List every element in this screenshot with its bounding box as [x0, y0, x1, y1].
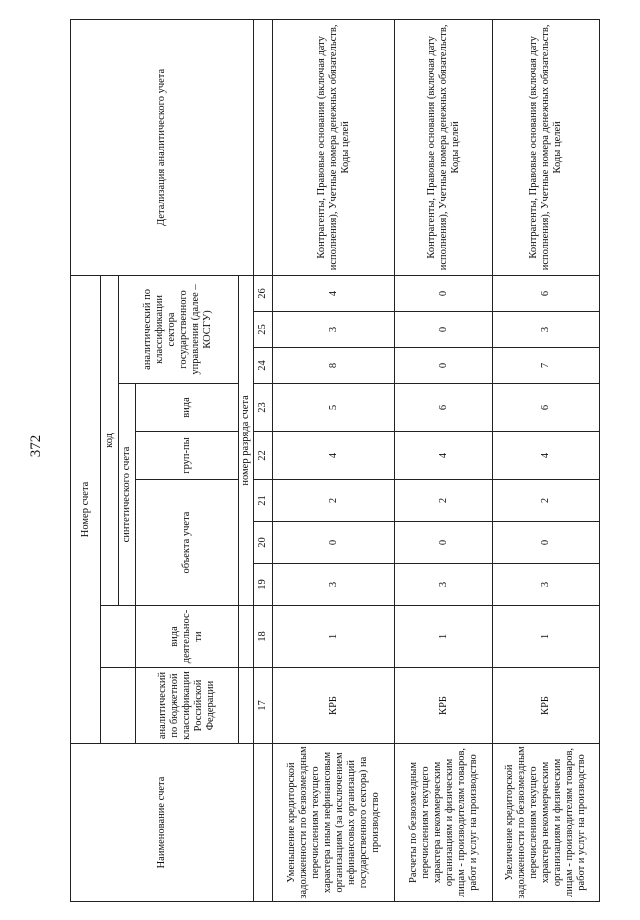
column-number: 19 — [253, 564, 273, 606]
name-header: Наименование счета — [71, 744, 254, 902]
code-cell: 4 — [273, 432, 395, 480]
code-cell: 0 — [395, 522, 493, 564]
spacer-cell — [253, 744, 273, 902]
code-cell: 0 — [493, 522, 600, 564]
code-cell: 0 — [395, 275, 493, 311]
column-number: 17 — [253, 668, 273, 744]
column-number: 18 — [253, 606, 273, 668]
code-cell: 3 — [493, 312, 600, 348]
code-cell: 5 — [273, 384, 395, 432]
code-cell: 0 — [395, 348, 493, 384]
spacer-cell — [101, 606, 136, 668]
spacer-cell — [101, 668, 136, 744]
group-header: груп-пы — [136, 432, 238, 480]
detail-cell: Контрагенты, Правовые основания (включая дату исполнения), Учетные номера денежных обязательств, Коды целей — [273, 19, 395, 275]
table-row — [395, 19, 493, 901]
column-number: 24 — [253, 348, 273, 384]
accounts-table — [70, 19, 600, 902]
column-number: 25 — [253, 312, 273, 348]
code-cell: КРБ — [493, 668, 600, 744]
code-cell: 2 — [493, 480, 600, 522]
code-cell: 4 — [493, 432, 600, 480]
page-number: 372 — [28, 434, 44, 458]
rotated-page — [70, 20, 600, 902]
code-cell: 7 — [493, 348, 600, 384]
account-number-header: Номер счета — [71, 275, 101, 743]
column-number: 23 — [253, 384, 273, 432]
code-cell: 3 — [273, 312, 395, 348]
code-cell: 2 — [395, 480, 493, 522]
code-cell: 0 — [395, 312, 493, 348]
column-number: 21 — [253, 480, 273, 522]
column-number: 20 — [253, 522, 273, 564]
account-name: Увеличение кредиторской задолженности по безвозмездным перечислениям текущего характера некоммерческим организациям и физическим лицам - производителям товаров, работ и услуг на производство — [493, 744, 600, 902]
activity-type-header: вида деятельнос-ти — [136, 606, 238, 668]
code-header: код — [101, 275, 118, 605]
code-cell: 0 — [273, 522, 395, 564]
budget-analytic-header: аналитический по бюджетной классификации Российской Федерации — [136, 668, 238, 744]
code-cell: 8 — [273, 348, 395, 384]
detail-cell: Контрагенты, Правовые основания (включая дату исполнения), Учетные номера денежных обязательств, Коды целей — [493, 19, 600, 275]
account-name: Уменьшение кредиторской задолженности по безвозмездным перечислениям текущего характера иным нефинансовым организациям (за исключением нефинансовых организаций государственного сектора) на производство — [273, 744, 395, 902]
column-number: 22 — [253, 432, 273, 480]
code-cell: КРБ — [395, 668, 493, 744]
spacer-cell — [253, 19, 273, 275]
code-cell: 4 — [273, 275, 395, 311]
code-cell: 6 — [493, 384, 600, 432]
code-cell: 2 — [273, 480, 395, 522]
digit-number-header: номер разряда счета — [238, 275, 253, 605]
code-cell: КРБ — [273, 668, 395, 744]
detail-header: Детализация аналитического учета — [71, 19, 254, 275]
kind-header: вида — [136, 384, 238, 432]
table-row — [273, 19, 395, 901]
code-cell: 1 — [395, 606, 493, 668]
object-header: объекта учета — [136, 480, 238, 606]
code-cell: 1 — [493, 606, 600, 668]
code-cell: 1 — [273, 606, 395, 668]
document-frame — [70, 20, 600, 902]
code-cell: 6 — [493, 275, 600, 311]
column-number: 26 — [253, 275, 273, 311]
spacer-cell — [238, 606, 253, 668]
code-cell: 6 — [395, 384, 493, 432]
account-name: Расчеты по безвозмездным перечислениям текущего характера некоммерческим организациям и физическим лицам - производителям товаров, работ и услуг на производство — [395, 744, 493, 902]
spacer-cell — [238, 668, 253, 744]
code-cell: 3 — [493, 564, 600, 606]
code-cell: 3 — [273, 564, 395, 606]
code-cell: 4 — [395, 432, 493, 480]
detail-cell: Контрагенты, Правовые основания (включая дату исполнения), Учетные номера денежных обязательств, Коды целей — [395, 19, 493, 275]
code-cell: 3 — [395, 564, 493, 606]
table-row — [493, 19, 600, 901]
kosgu-header: аналитический по классификации сектора государственного управления (далее – КОСГУ) — [118, 275, 238, 383]
synthetic-header: синтетического счета — [118, 384, 135, 606]
